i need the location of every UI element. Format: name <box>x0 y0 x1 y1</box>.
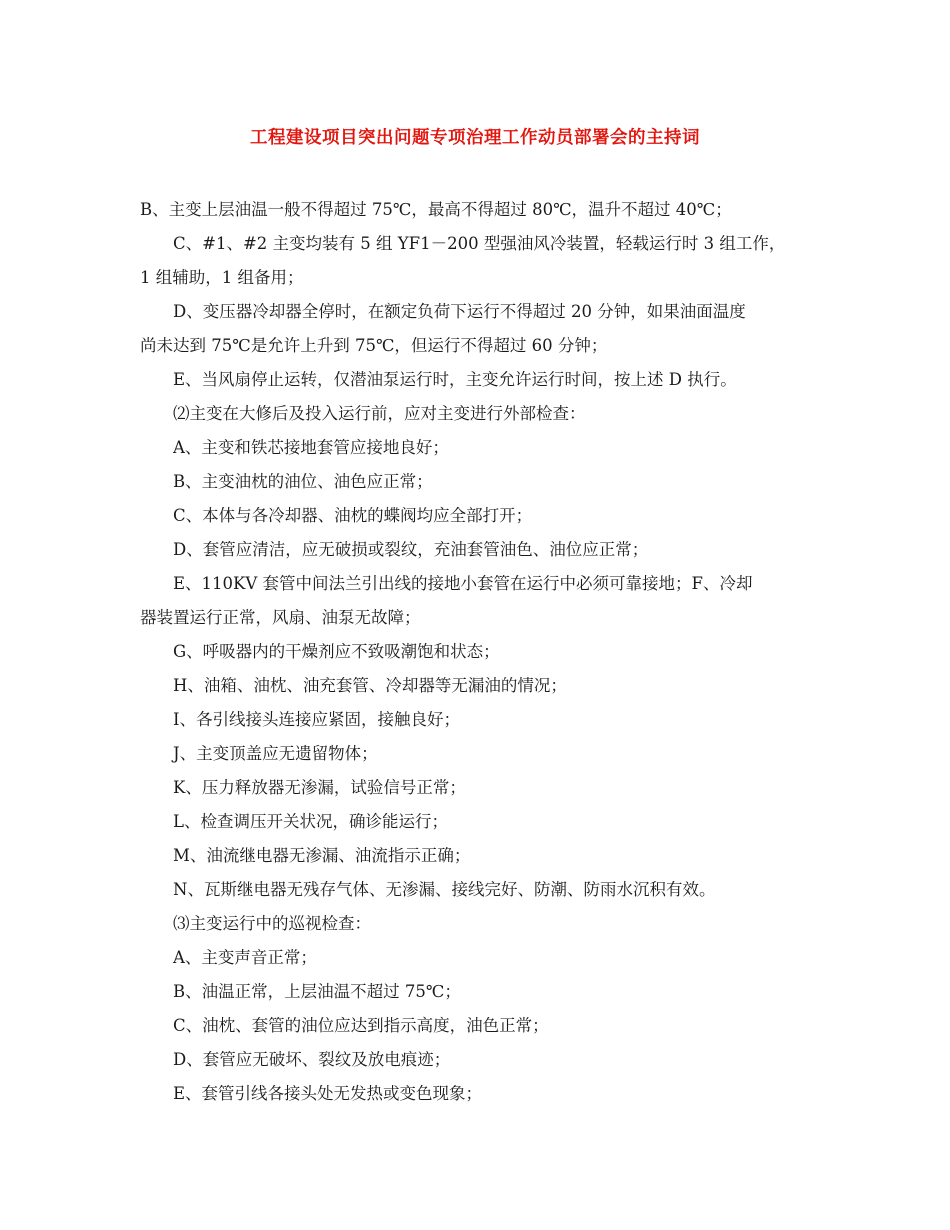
text-line: 器装置运行正常，风扇、油泵无故障； <box>140 608 421 627</box>
text-line: ⑶主变运行中的巡视检查： <box>173 914 371 933</box>
text-line: D、变压器冷却器全停时，在额定负荷下运行不得超过 20 分钟，如果油面温度 <box>173 302 746 321</box>
text-line: A、主变声音正常； <box>173 948 317 967</box>
text-line: H、油箱、油枕、油充套管、冷却器等无漏油的情况； <box>173 676 567 695</box>
text-line: J、主变顶盖应无遗留物体； <box>173 744 378 763</box>
text-line: B、主变油枕的油位、油色应正常； <box>173 472 433 491</box>
text-line: 1 组辅助，1 组备用； <box>140 268 304 287</box>
text-line: E、当风扇停止运转，仅潜油泵运行时，主变允许运行时间，按上述 D 执行。 <box>173 370 737 389</box>
text-line: K、压力释放器无渗漏，试验信号正常； <box>173 778 466 797</box>
text-line: L、检查调压开关状况，确诊能运行； <box>173 812 448 831</box>
text-line: C、本体与各冷却器、油枕的蝶阀均应全部打开； <box>173 506 533 525</box>
text-line: A、主变和铁芯接地套管应接地良好； <box>173 438 449 457</box>
text-line: E、110KV 套管中间法兰引出线的接地小套管在运行中必须可靠接地；F、冷却 <box>173 574 753 593</box>
text-line: D、套管应清洁，应无破损或裂纹，充油套管油色、油位应正常； <box>173 540 649 559</box>
text-line: M、油流继电器无渗漏、油流指示正确； <box>173 846 471 865</box>
text-line: D、套管应无破坏、裂纹及放电痕迹； <box>173 1050 451 1069</box>
text-line: B、主变上层油温一般不得超过 75℃，最高不得超过 80℃，温升不超过 40℃； <box>140 200 732 219</box>
text-line: G、呼吸器内的干燥剂应不致吸潮饱和状态； <box>173 642 500 661</box>
text-line: C、油枕、套管的油位应达到指示高度，油色正常； <box>173 1016 549 1035</box>
text-line: B、油温正常，上层油温不超过 75℃； <box>173 982 461 1001</box>
text-line: N、瓦斯继电器无残存气体、无渗漏、接线完好、防潮、防雨水沉积有效。 <box>173 880 716 899</box>
text-line: I、各引线接头连接应紧固，接触良好； <box>173 710 461 729</box>
text-line: ⑵主变在大修后及投入运行前，应对主变进行外部检查： <box>173 404 586 423</box>
document-title: 工程建设项目突出问题专项治理工作动员部署会的主持词 <box>250 128 700 148</box>
text-line: E、套管引线各接头处无发热或变色现象； <box>173 1084 483 1103</box>
text-line: 尚未达到 75℃是允许上升到 75℃，但运行不得超过 60 分钟； <box>140 336 608 355</box>
document-body <box>140 193 815 1111</box>
text-line: C、#1、#2 主变均装有 5 组 YF1－200 型强油风冷装置，轻载运行时 3 组工作， <box>173 234 786 253</box>
